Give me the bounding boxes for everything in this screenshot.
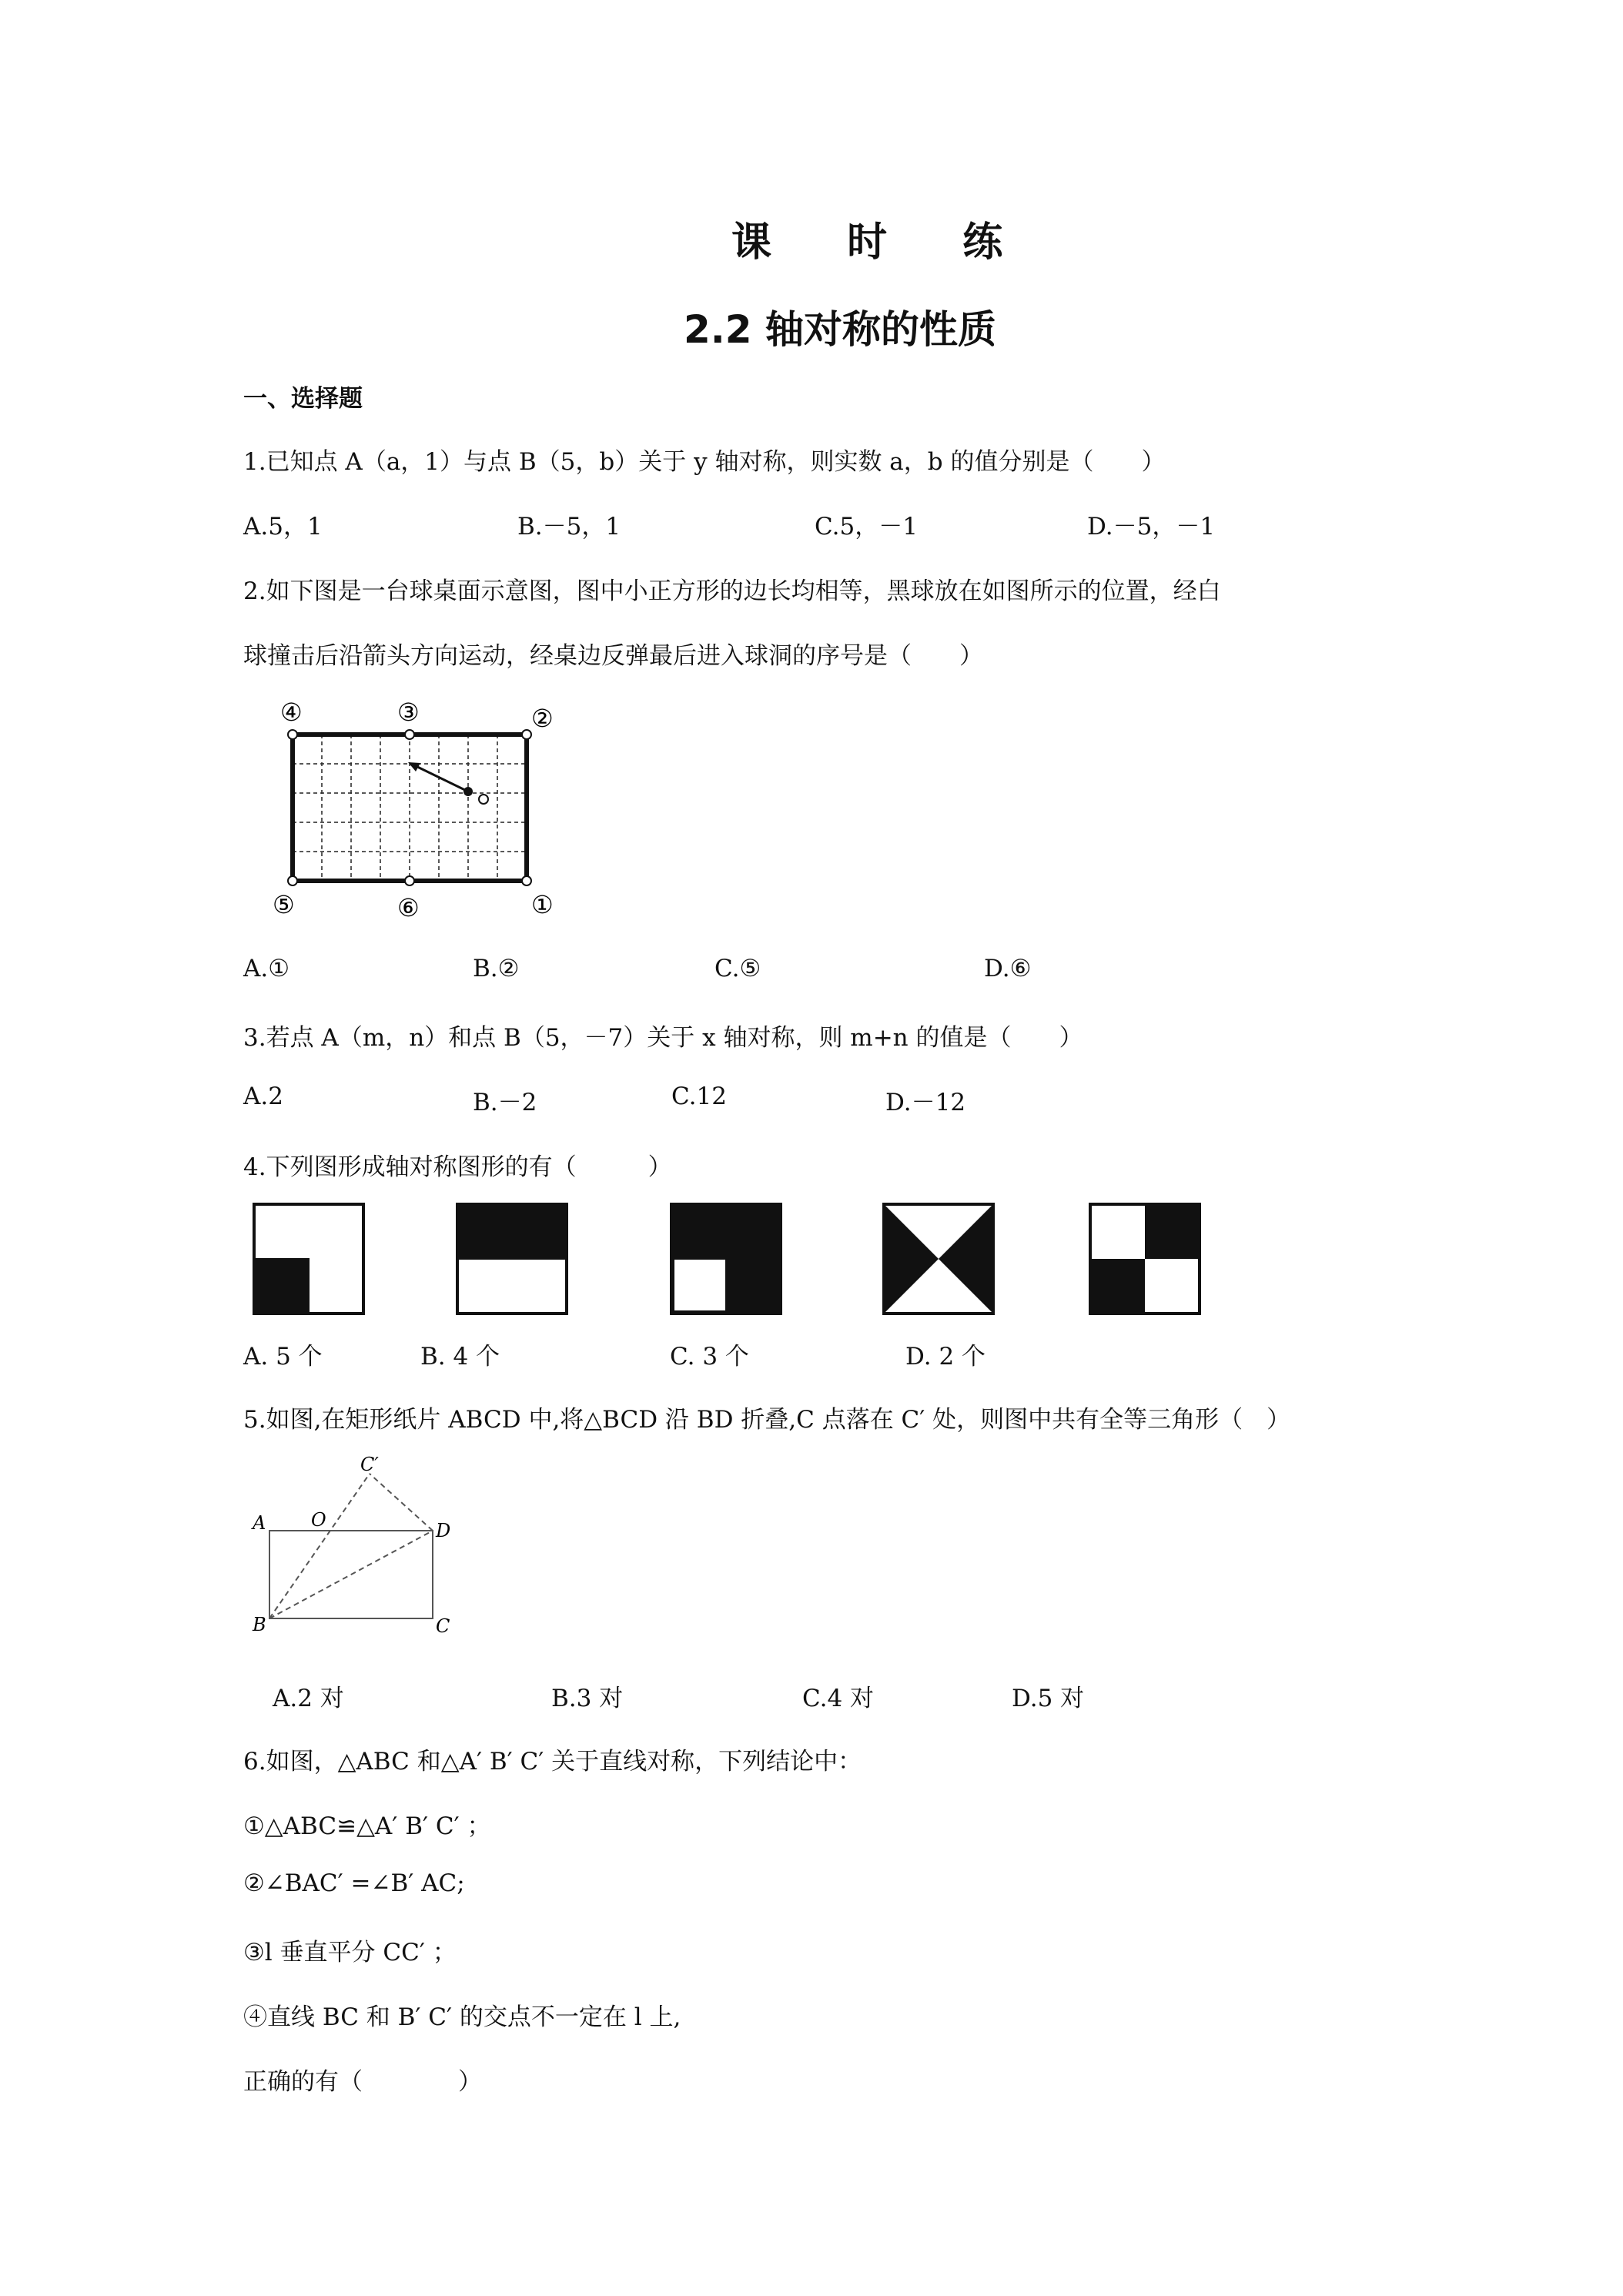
shape-figure-2 — [456, 1203, 568, 1315]
question-5-option-c: C.4 对 — [802, 1685, 875, 1712]
question-2-text-line2: 球撞击后沿箭头方向运动，经桌边反弹最后进入球洞的序号是（ ） — [243, 642, 983, 670]
label-c: C — [436, 1615, 450, 1637]
white-ball — [479, 795, 488, 804]
page-subtitle: 2.2 轴对称的性质 — [684, 307, 996, 352]
pocket-1 — [522, 876, 531, 885]
shape-figure-5 — [1089, 1203, 1201, 1315]
question-4-text: 4.下列图形成轴对称图形的有（ ） — [243, 1153, 672, 1181]
question-5-option-a: A.2 对 — [273, 1685, 344, 1712]
pocket-4 — [288, 730, 297, 739]
segment-dc-prime — [370, 1474, 433, 1531]
question-1-option-c: C.5，－1 — [815, 513, 918, 541]
pocket-3 — [405, 730, 414, 739]
question-5-text: 5.如图,在矩形纸片 ABCD 中,将△BCD 沿 BD 折叠,C 点落在 C′ 处，则图中共有全等三角形（ ） — [243, 1406, 1291, 1434]
diagonal-bd — [269, 1531, 433, 1618]
ball-path-arrow — [411, 764, 468, 792]
question-3-option-a: A.2 — [243, 1083, 283, 1110]
question-2-option-a: A.① — [243, 955, 290, 982]
question-6-statement-3: ③l 垂直平分 CC′ ； — [243, 1939, 457, 1966]
folded-rectangle-figure — [243, 1455, 459, 1640]
pocket-5 — [288, 876, 297, 885]
question-5-option-b: B.3 对 — [551, 1685, 624, 1712]
section-heading: 一、选择题 — [243, 385, 363, 413]
question-3-option-d: D.－12 — [885, 1089, 966, 1116]
question-1-option-d: D.－5，－1 — [1087, 513, 1216, 541]
question-2-option-d: D.⑥ — [984, 955, 1032, 982]
question-4-option-b: B. 4 个 — [420, 1343, 500, 1371]
shape-figure-1 — [253, 1203, 365, 1315]
pocket-label-3: ③ — [397, 698, 420, 727]
question-2-text-line1: 2.如下图是一台球桌面示意图，图中小正方形的边长均相等，黑球放在如图所示的位置，经白 — [243, 577, 1221, 605]
question-2-option-b: B.② — [473, 955, 520, 982]
question-3-text: 3.若点 A（m，n）和点 B（5，－7）关于 x 轴对称，则 m+n 的值是（ ） — [243, 1024, 1083, 1052]
label-a: A — [253, 1512, 266, 1534]
question-1-option-b: B.－5，1 — [517, 513, 621, 541]
page-title: 课 时 练 — [731, 219, 1034, 266]
pocket-label-1: ① — [531, 890, 554, 919]
question-3-option-c: C.12 — [671, 1083, 727, 1110]
question-6-statement-4: ④直线 BC 和 B′ C′ 的交点不一定在 l 上, — [243, 2003, 681, 2031]
question-6-statement-1: ①△ABC≌△A′ B′ C′ ； — [243, 1812, 491, 1840]
label-b: B — [253, 1614, 266, 1635]
question-1-text: 1.已知点 A（a，1）与点 B（5，b）关于 y 轴对称，则实数 a，b 的值分别是（ ） — [243, 448, 1166, 476]
question-4-option-a: A. 5 个 — [243, 1343, 323, 1371]
pocket-6 — [405, 876, 414, 885]
pocket-label-2: ② — [531, 704, 554, 733]
question-4-option-c: C. 3 个 — [670, 1343, 749, 1371]
segment-bc-prime — [269, 1474, 370, 1618]
pocket-2 — [522, 730, 531, 739]
pocket-label-4: ④ — [280, 698, 303, 727]
question-6-text: 6.如图，△ABC 和△A′ B′ C′ 关于直线对称，下列结论中： — [243, 1748, 862, 1776]
shape-figure-4 — [882, 1203, 995, 1315]
pocket-label-5: ⑤ — [273, 890, 295, 919]
question-2-option-c: C.⑤ — [714, 955, 761, 982]
pocket-label-6: ⑥ — [397, 893, 420, 922]
question-4-option-d: D. 2 个 — [905, 1343, 986, 1371]
black-ball — [463, 787, 473, 796]
question-6-prompt: 正确的有（ ） — [243, 2068, 482, 2096]
question-3-option-b: B.－2 — [473, 1089, 537, 1116]
shape-figure-3 — [670, 1203, 782, 1315]
billiard-table-figure — [269, 693, 562, 924]
question-1-option-a: A.5，1 — [243, 513, 323, 541]
label-c-prime: C′ — [360, 1454, 379, 1475]
label-d: D — [436, 1520, 451, 1541]
label-o: O — [311, 1509, 326, 1531]
question-6-statement-2: ②∠BAC′ =∠B′ AC; — [243, 1869, 465, 1897]
question-5-option-d: D.5 对 — [1012, 1685, 1085, 1712]
